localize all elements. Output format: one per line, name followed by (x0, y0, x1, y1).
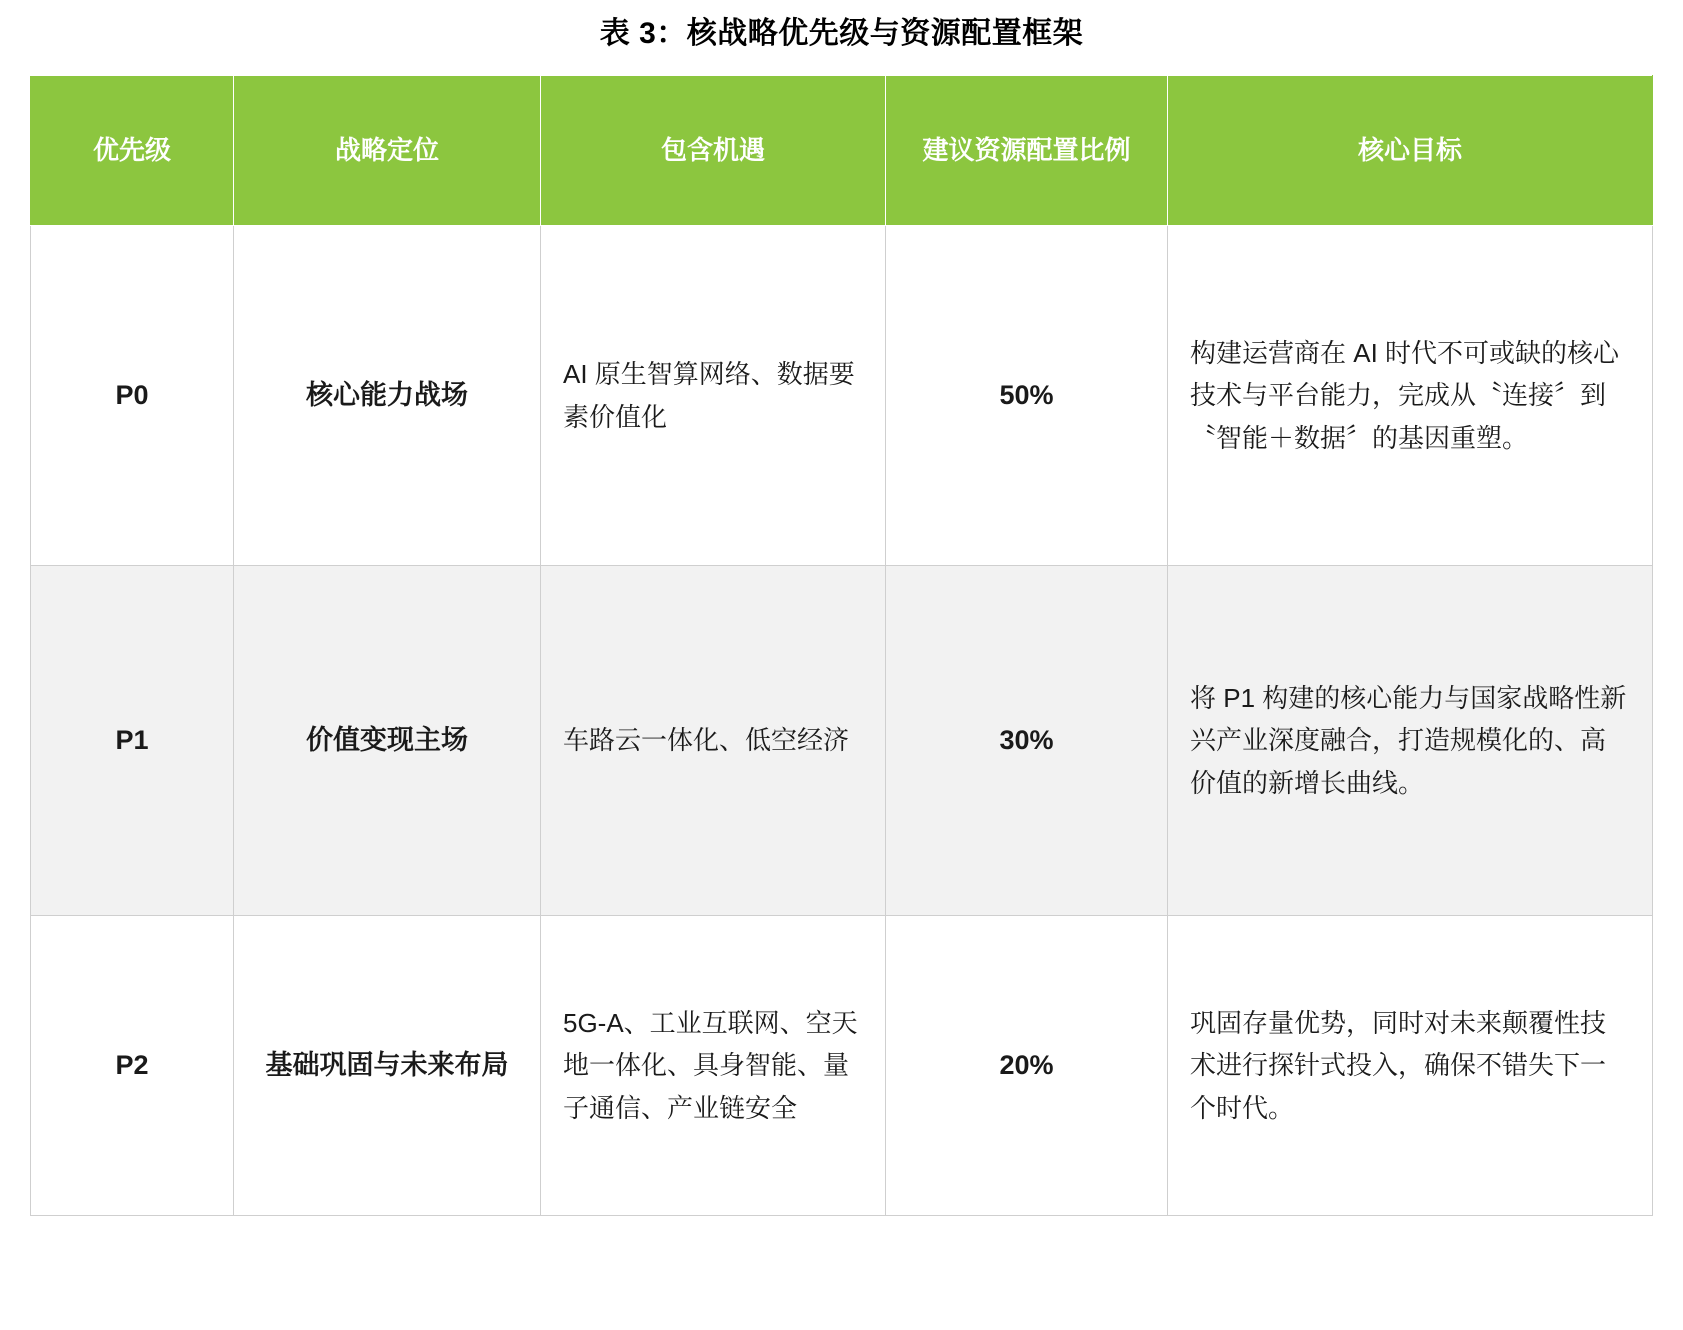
table-header-row (31, 76, 1653, 226)
column-header-strategic-position: 战略定位 (234, 76, 541, 226)
cell-core-goal: 将 P1 构建的核心能力与国家战略性新兴产业深度融合，打造规模化的、高价值的新增长曲线。 (1168, 566, 1653, 916)
cell-priority: P2 (31, 916, 234, 1216)
table-row (31, 916, 1653, 1216)
cell-opportunities: 车路云一体化、低空经济 (541, 566, 886, 916)
cell-priority: P1 (31, 566, 234, 916)
cell-resource-ratio: 20% (886, 916, 1168, 1216)
cell-opportunities: 5G-A、工业互联网、空天地一体化、具身智能、量子通信、产业链安全 (541, 916, 886, 1216)
cell-resource-ratio: 50% (886, 226, 1168, 566)
table-header (31, 76, 1653, 226)
strategy-priority-table (30, 75, 1653, 1216)
cell-strategic-position: 价值变现主场 (234, 566, 541, 916)
column-header-resource-ratio: 建议资源配置比例 (886, 76, 1168, 226)
cell-resource-ratio: 30% (886, 566, 1168, 916)
cell-opportunities: AI 原生智算网络、数据要素价值化 (541, 226, 886, 566)
column-header-core-goal: 核心目标 (1168, 76, 1653, 226)
table-row (31, 566, 1653, 916)
table-body (31, 226, 1653, 1216)
cell-strategic-position: 基础巩固与未来布局 (234, 916, 541, 1216)
column-header-priority: 优先级 (31, 76, 234, 226)
page-title: 表 3：核战略优先级与资源配置框架 (599, 17, 1084, 50)
table-row (31, 226, 1653, 566)
cell-core-goal: 巩固存量优势，同时对未来颠覆性技术进行探针式投入，确保不错失下一个时代。 (1168, 916, 1653, 1216)
cell-strategic-position: 核心能力战场 (234, 226, 541, 566)
column-header-opportunities: 包含机遇 (541, 76, 886, 226)
cell-core-goal: 构建运营商在 AI 时代不可或缺的核心技术与平台能力，完成从〝连接〞到〝智能＋数据〞的基因重塑。 (1168, 226, 1653, 566)
cell-priority: P0 (31, 226, 234, 566)
